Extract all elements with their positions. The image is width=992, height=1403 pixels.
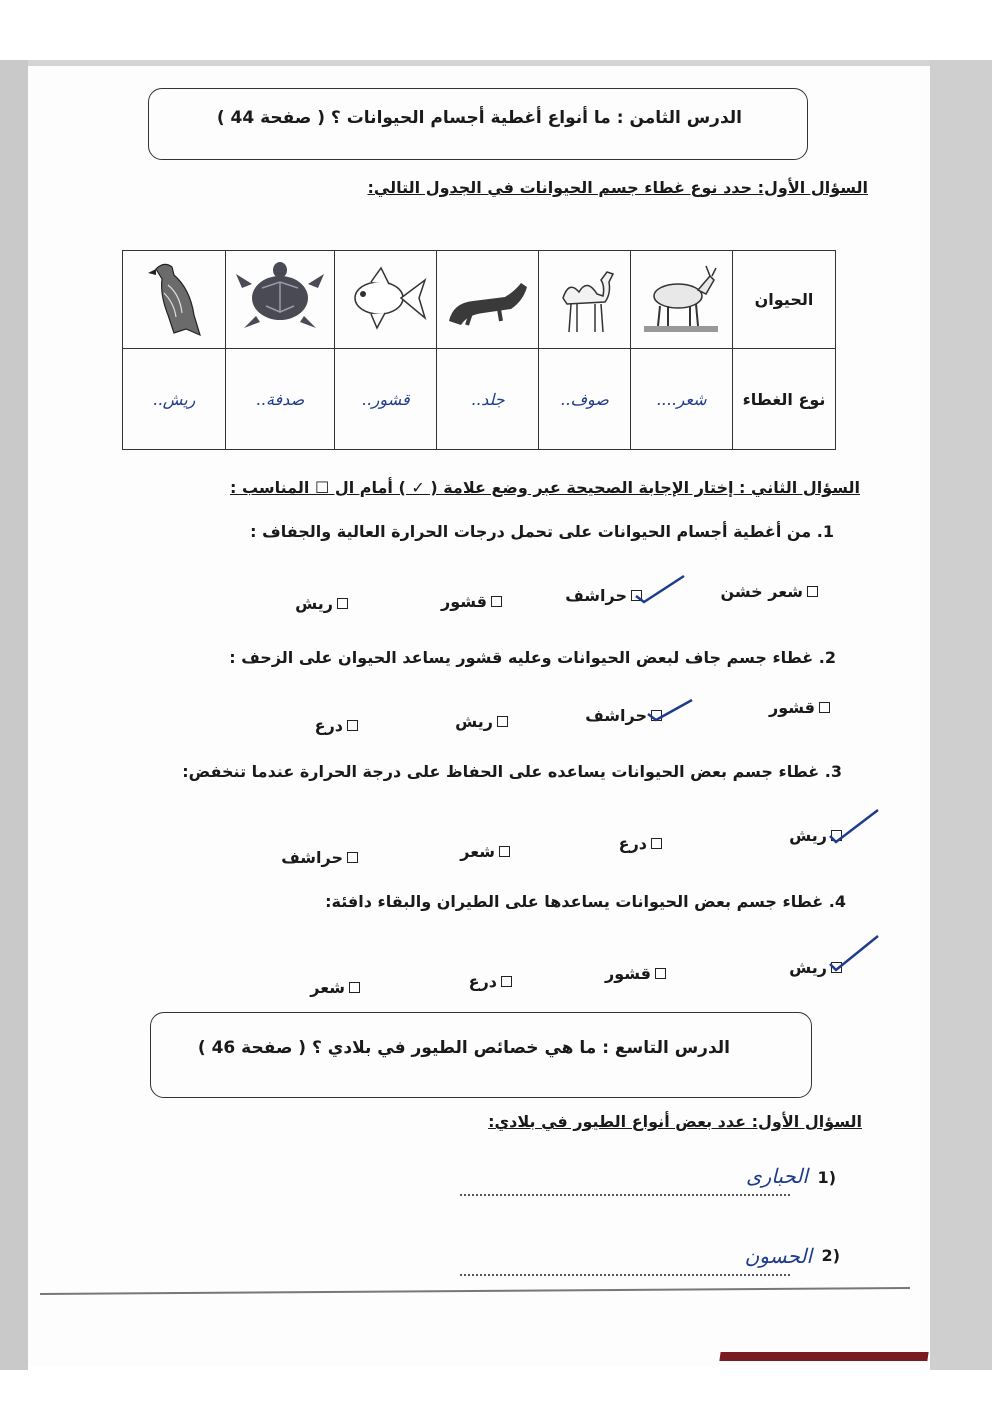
checkbox[interactable] — [491, 596, 502, 607]
checkbox[interactable] — [501, 976, 512, 987]
q2-item2-option3[interactable]: ريش — [455, 712, 508, 731]
checkbox[interactable] — [655, 968, 666, 979]
q2-item2-option1[interactable]: قشور — [769, 698, 830, 717]
crocodile-image-cell — [437, 251, 539, 349]
scan-right-margin — [930, 60, 992, 1370]
camel-image-cell — [539, 251, 630, 349]
answer2-text: الحسون — [744, 1244, 812, 1268]
q2-item1-text: 1. من أغطية أجسام الحيوانات على تحمل درجات الحرارة العالية والجفاف : — [250, 522, 834, 541]
checkbox[interactable] — [347, 720, 358, 731]
fish-image — [341, 258, 431, 338]
q2-item4-option4[interactable]: شعر — [310, 978, 360, 997]
checkbox[interactable] — [497, 716, 508, 727]
row-label-cover: نوع الغطاء — [733, 349, 836, 450]
turtle-answer: صدفة.. — [226, 349, 335, 450]
eagle-image — [134, 255, 214, 341]
q2-item1-option3[interactable]: قشور — [441, 592, 502, 611]
crocodile-answer: جلد.. — [437, 349, 539, 450]
checkmark-icon — [632, 572, 688, 606]
goat-answer: شعر.... — [630, 349, 732, 450]
q2-item4-option3[interactable]: درع — [469, 972, 512, 991]
checkbox[interactable] — [807, 586, 818, 597]
lesson9-q1-heading: السؤال الأول: عدد بعض أنواع الطيور في بلادي: — [488, 1112, 862, 1131]
q2-item1-option1[interactable]: شعر خشن — [721, 582, 819, 601]
checkbox[interactable] — [651, 838, 662, 849]
q2-item3-option1[interactable]: ريش — [789, 826, 842, 845]
goat-image-cell — [630, 251, 732, 349]
answer1-line — [460, 1194, 790, 1196]
q2-item1-option2[interactable]: حراشف — [565, 586, 642, 605]
q2-item3-text: 3. غطاء جسم بعض الحيوانات يساعده على الحفاظ على درجة الحرارة عندما تنخفض: — [182, 762, 842, 781]
checkbox[interactable] — [819, 702, 830, 713]
q1-heading: السؤال الأول: حدد نوع غطاء جسم الحيوانات في الجدول التالي: — [367, 178, 868, 197]
answer1-text: الحبارى — [745, 1164, 808, 1188]
camel-image — [545, 258, 625, 338]
lesson9-title: الدرس التاسع : ما هي خصائص الطيور في بلادي ؟ ( صفحة 46 ) — [197, 1038, 730, 1058]
q2-item2-option4[interactable]: درع — [315, 716, 358, 735]
q2-item2-text: 2. غطاء جسم جاف لبعض الحيوانات وعليه قشور يساعد الحيوان على الزحف : — [229, 648, 836, 667]
q2-item3-option2[interactable]: درع — [619, 834, 662, 853]
checkbox[interactable] — [337, 598, 348, 609]
lesson8-title: الدرس الثامن : ما أنواع أغطية أجسام الحيوانات ؟ ( صفحة 44 ) — [216, 108, 742, 128]
eagle-answer: ريش.. — [123, 349, 226, 450]
checkmark-icon — [644, 696, 696, 724]
answer2-line — [460, 1274, 790, 1276]
answer1-number: (1 — [817, 1168, 836, 1187]
animal-cover-table — [122, 250, 836, 450]
red-edge-strip — [719, 1352, 928, 1361]
goat-image — [636, 258, 726, 338]
row-label-animal: الحيوان — [733, 251, 836, 349]
turtle-image — [232, 258, 328, 338]
q2-heading: السؤال الثاني : إختار الإجابة الصحيحة عبر وضع علامة ( ✓ ) أمام ال ☐ المناسب : — [229, 478, 860, 497]
q2-item3-option4[interactable]: حراشف — [281, 848, 358, 867]
fish-image-cell — [334, 251, 436, 349]
q2-item2-option2[interactable]: حراشف — [585, 706, 662, 725]
q2-item4-option2[interactable]: قشور — [605, 964, 666, 983]
checkbox[interactable] — [499, 846, 510, 857]
crocodile-image — [443, 263, 533, 333]
scan-left-margin — [0, 60, 28, 1370]
checkmark-icon — [826, 932, 882, 974]
eagle-image-cell — [123, 251, 226, 349]
q2-item4-text: 4. غطاء جسم بعض الحيوانات يساعدها على الطيران والبقاء دافئة: — [325, 892, 846, 911]
camel-answer: صوف.. — [539, 349, 630, 450]
checkbox[interactable] — [349, 982, 360, 993]
checkmark-icon — [826, 806, 882, 846]
q2-item4-option1[interactable]: ريش — [789, 958, 842, 977]
turtle-image-cell — [226, 251, 335, 349]
answer2-number: (2 — [821, 1246, 840, 1265]
q2-item3-option3[interactable]: شعر — [460, 842, 510, 861]
q2-item1-option4[interactable]: ريش — [295, 594, 348, 613]
checkbox[interactable] — [347, 852, 358, 863]
fish-answer: قشور.. — [334, 349, 436, 450]
